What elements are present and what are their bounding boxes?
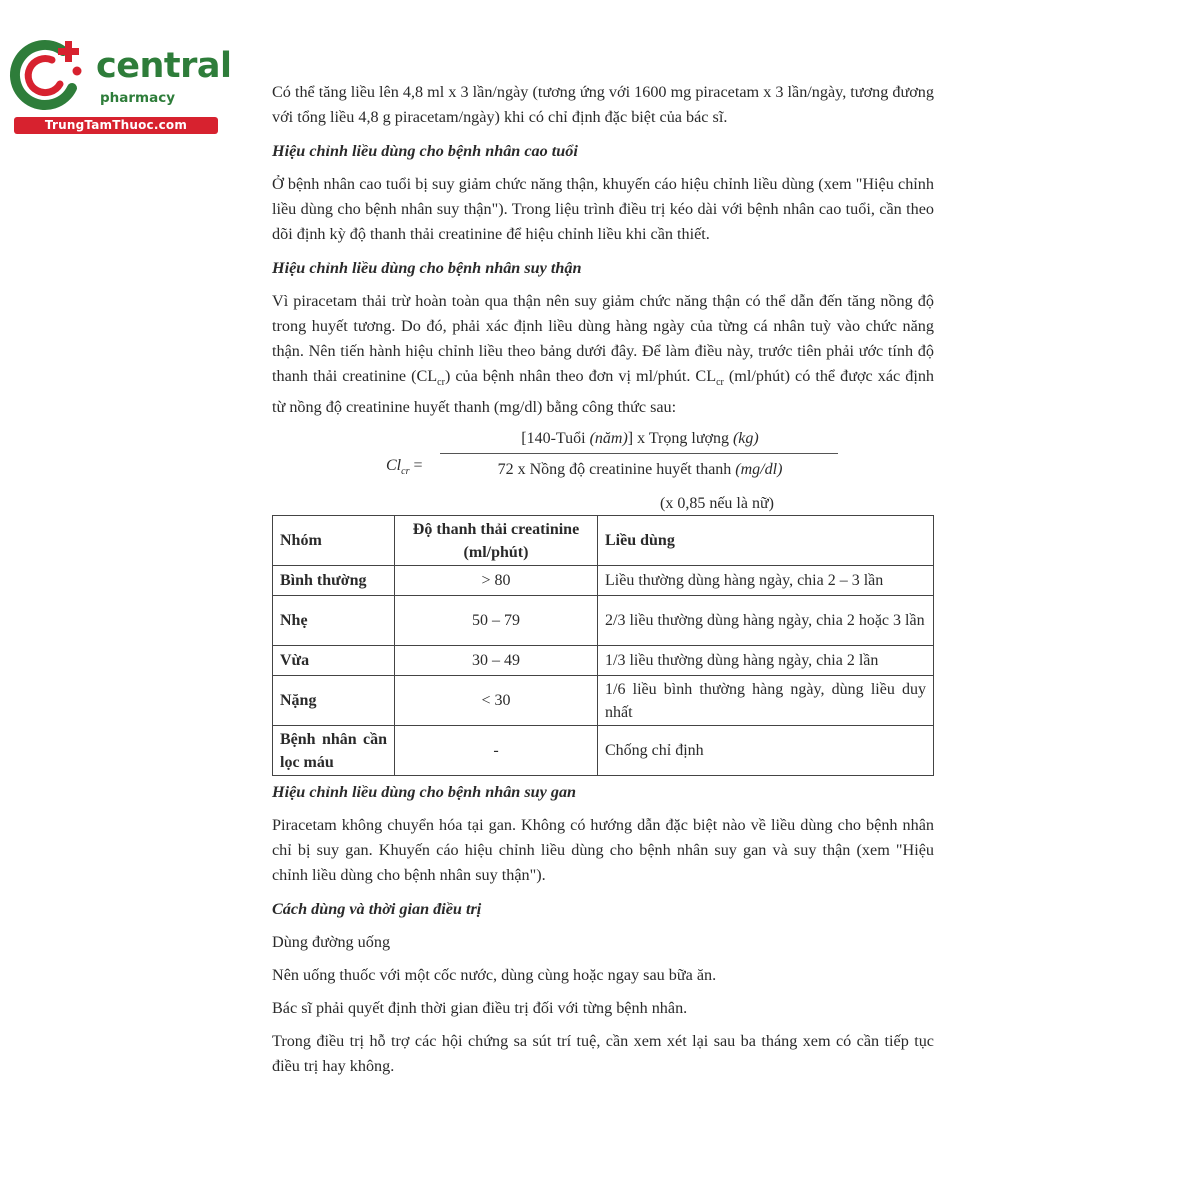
cell-dose: 1/3 liều thường dùng hàng ngày, chia 2 lần	[598, 646, 934, 676]
cell-dose: Chống chỉ định	[598, 726, 934, 776]
table-row	[273, 676, 934, 726]
renal-subscript-2: cr	[716, 377, 724, 389]
cell-group: Nặng	[273, 676, 395, 726]
header-dose: Liều dùng	[598, 516, 934, 566]
brand-website: TrungTamThuoc.com	[14, 117, 218, 134]
formula-lhs-symbol: Cl	[386, 457, 402, 475]
fraction-line	[440, 453, 838, 454]
paragraph-renal	[272, 289, 934, 420]
renal-dose-table	[272, 515, 934, 776]
renal-text-a: Vì piracetam thải trừ hoàn toàn qua thận nên suy giảm chức năng thận có thể dẫn đến tăng nồng độ trong huyết tương. Do đó, phải xác định liều dùng hàng ngày của từng cá nhân tuỳ vào chức năng thận. Nên tiến hành hiệu chỉnh liều theo bảng dưới đây. Để làm điều này, trước tiên phải ước tính độ thanh thải creatinine (CL	[272, 292, 934, 385]
paragraph-usage-water: Nên uống thuốc với một cốc nước, dùng cùng hoặc ngay sau bữa ăn.	[272, 966, 717, 985]
formula-lhs-subscript: cr	[401, 466, 410, 478]
renal-text-b: ) của bệnh nhân theo đơn vị ml/phút. CL	[444, 367, 717, 385]
cell-dose: 1/6 liều bình thường hàng ngày, dùng liều duy nhất	[598, 676, 934, 726]
paragraph-usage-duration: Bác sĩ phải quyết định thời gian điều trị đối với từng bệnh nhân.	[272, 999, 688, 1018]
denominator-text: 72 x Nồng độ creatinine huyết thanh	[497, 461, 736, 479]
formula-numerator	[442, 426, 838, 451]
heading-renal: Hiệu chỉnh liều dùng cho bệnh nhân suy thận	[272, 259, 582, 277]
table-row	[273, 646, 934, 676]
cell-clearance: 50 – 79	[395, 596, 598, 646]
central-pharmacy-logo-icon	[8, 36, 88, 116]
cell-clearance: 30 – 49	[395, 646, 598, 676]
formula-female-note: (x 0,85 nếu là nữ)	[660, 495, 774, 513]
paragraph-elderly: Ở bệnh nhân cao tuổi bị suy giảm chức năng thận, khuyến cáo hiệu chỉnh liều dùng (xem "Hiệu chỉnh liều dùng cho bệnh nhân suy thận"). Trong liệu trình điều trị kéo dài với bệnh nhân cao tuổi, cần theo dõi định kỳ độ thanh thải creatinine để hiệu chỉnh liều khi cần thiết.	[272, 175, 934, 243]
cell-group: Bệnh nhân cần lọc máu	[273, 726, 395, 776]
heading-elderly: Hiệu chỉnh liều dùng cho bệnh nhân cao tuổi	[272, 142, 578, 160]
renal-text-c: (ml/phút) có thể được xác định từ nồng độ creatinine huyết thanh (mg/dl) bằng công thức sau:	[272, 367, 935, 417]
paragraph-dose-increase: Có thể tăng liều lên 4,8 ml x 3 lần/ngày (tương ứng với 1600 mg piracetam x 3 lần/ngày, tương đương với tổng liều 4,8 g piracetam/ngày) khi có chỉ định đặc biệt của bác sĩ.	[272, 83, 934, 126]
table-row	[273, 566, 934, 596]
brand-logo[interactable]	[8, 36, 232, 136]
formula-denominator	[442, 457, 838, 482]
cell-group: Vừa	[273, 646, 395, 676]
formula-equals: =	[409, 457, 423, 475]
cell-clearance: -	[395, 726, 598, 776]
cell-group: Nhẹ	[273, 596, 395, 646]
paragraph-liver: Piracetam không chuyển hóa tại gan. Không có hướng dẫn đặc biệt nào về liều dùng cho bệnh nhân chỉ bị suy gan. Khuyến cáo hiệu chỉnh liều dùng cho bệnh nhân suy gan và suy thận (xem "Hiệu chỉnh liều dùng cho bệnh nhân suy thận").	[272, 816, 934, 885]
formula-lhs	[386, 453, 423, 484]
numerator-unit-age: (năm)	[589, 430, 628, 448]
cell-dose: Liều thường dùng hàng ngày, chia 2 – 3 lần	[598, 566, 934, 596]
cell-clearance: > 80	[395, 566, 598, 596]
table-row	[273, 596, 934, 646]
cell-clearance: < 30	[395, 676, 598, 726]
brand-name: central	[96, 46, 232, 86]
creatinine-formula	[272, 426, 934, 514]
paragraph-usage-dementia: Trong điều trị hỗ trợ các hội chứng sa sút trí tuệ, cần xem xét lại sau ba tháng xem có cần tiếp tục điều trị hay không.	[272, 1032, 934, 1076]
document-body	[272, 80, 934, 1079]
cell-group: Bình thường	[273, 566, 395, 596]
numerator-text-b: ] x Trọng lượng	[627, 430, 733, 448]
heading-liver: Hiệu chỉnh liều dùng cho bệnh nhân suy gan	[272, 783, 577, 802]
numerator-text-a: [140-Tuổi	[521, 430, 590, 448]
table-row	[273, 726, 934, 776]
header-group: Nhóm	[273, 516, 395, 566]
renal-subscript-1: cr	[437, 377, 445, 389]
heading-usage: Cách dùng và thời gian điều trị	[272, 900, 482, 919]
table-header-row	[273, 516, 934, 566]
brand-subtitle: pharmacy	[100, 90, 176, 106]
numerator-unit-weight: (kg)	[732, 430, 759, 448]
header-clearance: Độ thanh thải creatinine (ml/phút)	[395, 516, 598, 566]
paragraph-usage-route: Dùng đường uống	[272, 933, 391, 952]
denominator-unit: (mg/dl)	[735, 461, 783, 479]
cell-dose: 2/3 liều thường dùng hàng ngày, chia 2 hoặc 3 lần	[598, 596, 934, 646]
